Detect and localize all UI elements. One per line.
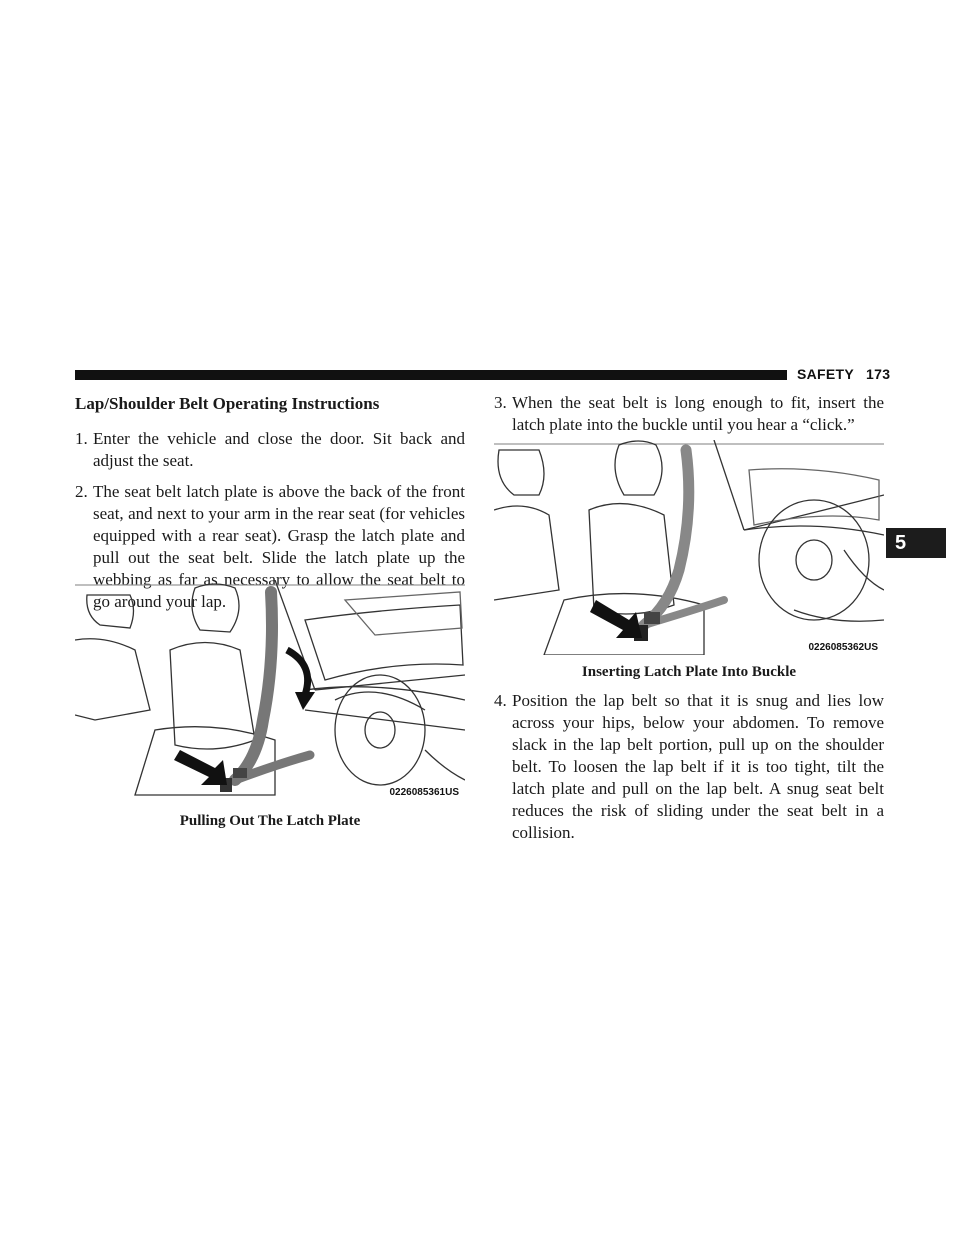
figure-caption: Inserting Latch Plate Into Buckle xyxy=(581,664,797,680)
section-title: Lap/Shoulder Belt Operating Instructions xyxy=(75,394,380,413)
step-1 xyxy=(75,428,465,472)
step-number: 3. xyxy=(494,393,507,412)
running-header xyxy=(797,366,907,382)
figure-inserting-latch-plate xyxy=(494,440,884,655)
header-section: SAFETY xyxy=(797,366,855,382)
step-number: 1. xyxy=(75,429,88,448)
figure-caption: Pulling Out The Latch Plate xyxy=(179,813,361,829)
figure-pulling-latch-plate xyxy=(75,580,465,800)
step-text: Position the lap belt so that it is snug and lies low across your hips, below your abdomen. To remove slack in the lap belt portion, pull up on the shoulder belt. To loosen the lap belt if it is too tight, tilt the latch plate and pull on the lap belt. A snug seat belt reduces the risk of sliding under the seat belt in a collision. xyxy=(512,691,884,842)
seat-belt-illustration-left xyxy=(75,580,465,800)
right-column-bottom xyxy=(494,690,884,853)
step-number: 4. xyxy=(494,691,507,710)
step-4 xyxy=(494,690,884,844)
step-text: The seat belt latch plate is above the back of the front seat, and next to your arm in the rear seat (for vehicles equipped with a rear seat). Grasp the latch plate and pull out the seat belt. Slide the latch plate up the webbing as far as necessary to allow the seat belt to go around your lap. xyxy=(93,482,465,611)
step-text: When the seat belt is long enough to fit, insert the latch plate into the buckle until you hear a “click.” xyxy=(512,393,884,434)
step-number: 2. xyxy=(75,482,88,501)
chapter-tab: 5 xyxy=(886,528,946,558)
step-text: Enter the vehicle and close the door. Sit back and adjust the seat. xyxy=(93,429,465,470)
seat-belt-illustration-right xyxy=(494,440,884,655)
figure-code: 0226085361US xyxy=(389,787,459,798)
right-column-top xyxy=(494,392,884,445)
figure-code: 0226085362US xyxy=(808,642,878,653)
page-number: 173 xyxy=(866,366,891,382)
header-rule xyxy=(75,370,787,380)
step-3 xyxy=(494,392,884,436)
